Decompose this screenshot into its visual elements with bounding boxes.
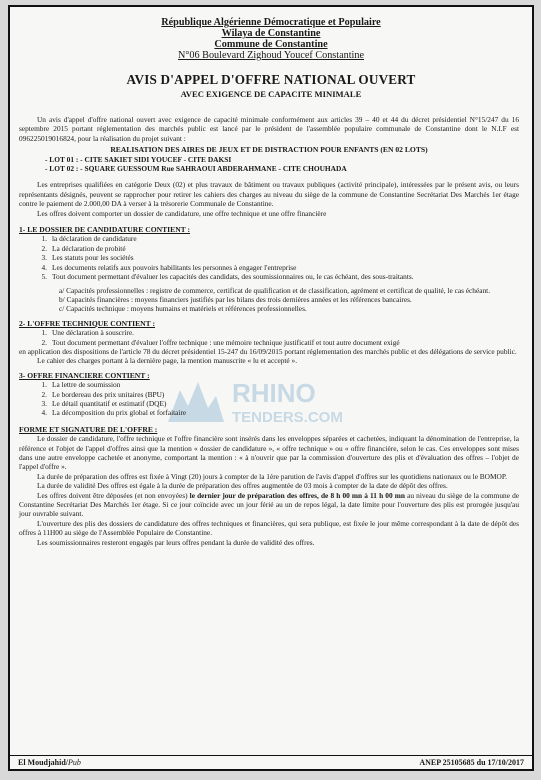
form-paragraph-5: L'ouverture des plis des dossiers de candidature des offres techniques et financières, qui sera publique, est fixée le jour même correspondant à la date de dépôt des offres à 11H00 au siège de l'Assemblée Populaire de Constantine. <box>19 518 519 538</box>
list-item: 2. Le bordereau des prix unitaires (BPU) <box>41 389 165 399</box>
list-item: 1. Une déclaration à souscrire. <box>41 328 134 338</box>
intro-paragraph: Un avis d'appel d'offre national ouvert avec exigence de capacité minimale conformément aux articles 39 – 40 et 44 du décret présidentiel N°15/247 du 16 septembre 2015 portant réglementation des marchés public est lancé par le président de l'assemblée populaire communale de Constantine dont le N.I.F est 096225019016824, pour la réalisation du projet suivant : <box>19 115 519 143</box>
list-item: 2. Tout document permettant d'évaluer l'offre technique : une mémoire technique justificatif et tout autre document exigé <box>41 337 400 347</box>
section-financial-title: 3- OFFRE FINANCIERE CONTIENT : <box>19 370 150 380</box>
form-paragraph-4: Les offres doivent être déposées (et non envoyées) le dernier jour de préparation des offres, de 8 h 00 mn à 11 h 00 mn au niveau du siège de la commune de Constantine Secrétariat Des Marchés 1er étage. Si ce jour coïncide avec un jour férié au un de repos légal, la date limite pour l'ouverture des plis est prorogée jusqu'au jour ouvrable suivant. <box>19 490 520 519</box>
section-form-title: FORME ET SIGNATURE DE L'OFFRE : <box>19 424 158 434</box>
tender-notice <box>8 5 534 771</box>
form-paragraph-6: Les soumissionnaires resteront engagés par leurs offres pendant la durée de validité des offres. <box>37 537 315 547</box>
section-technical-title: 2- L'OFFRE TECHNIQUE CONTIENT : <box>19 318 156 328</box>
list-item: 4. La décomposition du prix global et forfaitaire <box>41 408 187 418</box>
offers-paragraph: Les offres doivent comporter un dossier de candidature, une offre technique et une offre financière <box>37 208 327 218</box>
source-label: El Moudjahid/Pub <box>18 758 81 767</box>
issuer-header <box>10 17 532 61</box>
list-item: 5. Tout document permettant d'évaluer les capacités des candidats, des soumissionnaires ou, le cas échéant, des sous-traitants. <box>41 272 414 282</box>
commune-line: Commune de Constantine <box>214 39 328 50</box>
section-candidature-title: 1- LE DOSSIER DE CANDIDATURE CONTIENT : <box>19 225 191 235</box>
list-item: 3. Le détail quantitatif et estimatif (DQE) <box>41 398 167 408</box>
watermark-line1: RHINO <box>232 378 316 408</box>
lot-02: - LOT 02 : - SQUARE GUESSOUM Rue SAHRAOUI ABDERAHMANE - CITE CHOUHADA <box>45 164 347 174</box>
cahier-paragraph: Le cahier des charges portant à la dernière page, la mention manuscrite « lu et accepté ». <box>37 356 298 366</box>
form-paragraph-2: La durée de préparation des offres est fixée à Vingt (20) jours à compter de la 1ère parution de l'avis d'appel d'offres sur les quotidiens nationaux ou le BOMOP. <box>37 471 507 481</box>
application-paragraph: en application des dispositions de l'article 78 du décret présidentiel 15-247 du 16/09/2015 portant réglementation des marchés public et des délégations de service public. <box>19 346 517 356</box>
capacity-professional: a/ Capacités professionnelles : registre de commerce, certificat de qualification et de classification, agrément et certificat de qualité, le cas échéant. <box>59 285 491 295</box>
list-item: 3. Les statuts pour les sociétés <box>41 253 134 263</box>
list-item: 1. la déclaration de candidature <box>41 234 137 244</box>
notice-title: AVIS D'APPEL D'OFFRE NATIONAL OUVERT <box>126 72 416 87</box>
list-item: 2. La déclaration de probité <box>41 243 126 253</box>
form-paragraph-3: La durée de validité Des offres est égale à la durée de préparation des offres augmentée de 03 mois à compter de la date de dépôt des offres. <box>37 481 448 491</box>
list-item: 4. Les documents relatifs aux pouvoirs habilitants les personnes à engager l'entreprise <box>41 262 297 272</box>
footer-bar <box>10 755 532 769</box>
lot-01: - LOT 01 : - CITE SAKIET SIDI YOUCEF - CITE DAKSI <box>45 154 232 164</box>
eligibility-paragraph: Les entreprises qualifiées en catégorie Deux (02) et plus travaux de bâtiment ou travaux publiques (activité principale), intéressées par le présent avis, ou leurs représentants désignés, peuvent se rapprocher pour retirer les cahiers des charges au niveau du siège de la commune de Constantine Secrétariat Des Marchés 1er étage contre le paiement de 2.000,00 DA à verser à la trésorerie Communale de Constantine. <box>19 180 519 209</box>
technical-list <box>19 328 519 347</box>
capacity-financial: b/ Capacités financières : moyens financiers justifiés par les bilans des trois dernières années et les références bancaires. <box>59 294 412 304</box>
financial-list <box>19 380 519 418</box>
candidature-list <box>19 234 519 281</box>
address-line: N°06 Boulevard Zighoud Youcef Constantine <box>177 50 364 61</box>
anep-reference: ANEP 25105685 du 17/10/2017 <box>419 758 524 767</box>
notice-subtitle: AVEC EXIGENCE DE CAPACITE MINIMALE <box>180 89 362 99</box>
list-item: 1. La lettre de soumission <box>41 380 121 390</box>
capacity-technical: c/ Capacités technique : moyens humains et matériels et références professionnelles. <box>59 304 307 314</box>
watermark-line2: TENDERS.COM <box>232 409 343 426</box>
form-paragraph-1: Le dossier de candidature, l'offre technique et l'offre financière sont insérés dans les enveloppes séparées et cachetées, indiquant la dénomination de l'entreprise, la référence et l'objet de l'appel d'offres ainsi que la mention « dossier de candidature », « offre technique » ou « offre financière, selon le cas. Ces enveloppes sont mises dans une autre enveloppe cachetée et anonyme, comportant la mention : « à n'ouvrir que par la commission d'ouverture des plis et d'évaluation des offres – l'objet de l'appel d'offre ». <box>19 434 519 472</box>
project-title: REALISATION DES AIRES DE JEUX ET DE DISTRACTION POUR ENFANTS (EN 02 LOTS) <box>110 145 428 155</box>
country-line: République Algérienne Démocratique et Populaire <box>161 17 381 28</box>
wilaya-line: Wilaya de Constantine <box>221 28 321 39</box>
